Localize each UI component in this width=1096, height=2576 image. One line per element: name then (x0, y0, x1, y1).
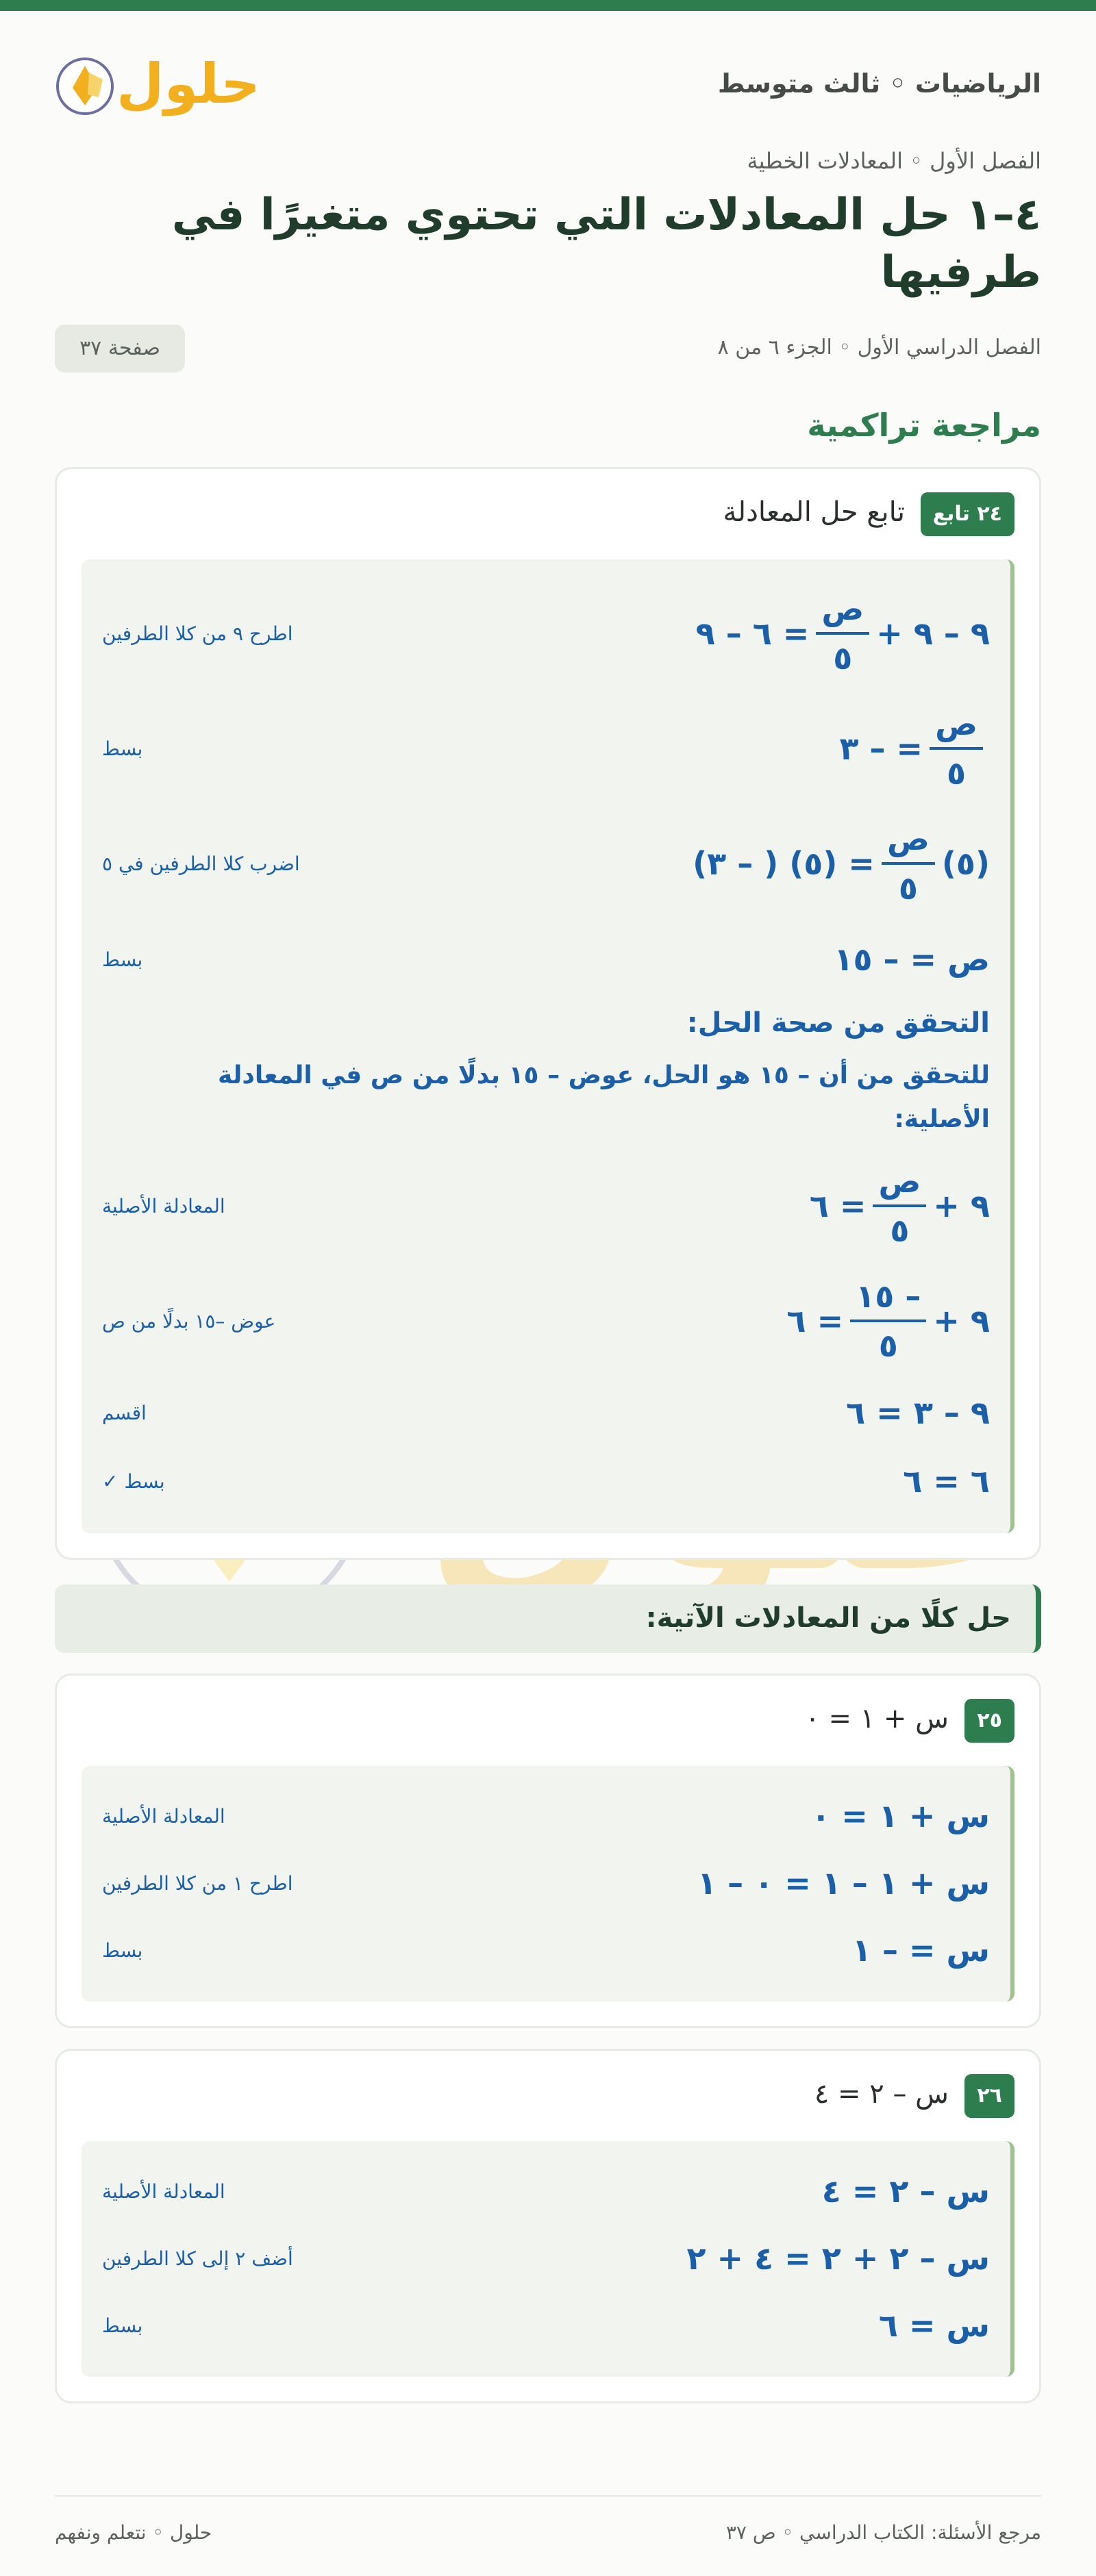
question-head (82, 2051, 1014, 2141)
equation-left: ٩ + (933, 1187, 990, 1224)
top-accent-bar (0, 0, 1096, 11)
question-head (82, 469, 1014, 559)
solution-steps (82, 1766, 1014, 2002)
solution-step (102, 921, 990, 998)
question-text: س + ١ = ٠ (805, 1703, 949, 1734)
equation: س + ١ = ٠ (811, 1797, 990, 1834)
step-note: بسط ✓ (102, 1469, 165, 1493)
check-step (102, 1263, 990, 1378)
equation-right: = ٦ (809, 1187, 867, 1224)
equation: ص = – ١٥ (834, 941, 990, 978)
equation (693, 820, 990, 907)
step-note: المعادلة الأصلية (102, 2180, 225, 2203)
solution-step (102, 806, 990, 921)
equation: ٩ – ٣ = ٦ (846, 1394, 990, 1431)
check-step (102, 1447, 990, 1515)
solution-steps (82, 2141, 1014, 2377)
question-text: تابع حل المعادلة (723, 496, 905, 528)
step-note: بسط (102, 2314, 143, 2337)
question-card-26 (55, 2049, 1041, 2403)
step-note: اضرب كلا الطرفين في ٥ (102, 852, 300, 875)
question-card-24 (55, 467, 1041, 1560)
solution-step (102, 1782, 990, 1849)
fraction (816, 590, 869, 677)
step-note: بسط (102, 948, 143, 971)
question-number-badge: ٢٤ تابع (921, 492, 1014, 536)
equation: س = – ١ (851, 1932, 990, 1969)
page-badge: صفحة ٣٧ (55, 325, 185, 372)
chapter-breadcrumb: الفصل الأول ◦ المعادلات الخطية (747, 148, 1041, 174)
numerator: – ١٥ (850, 1277, 926, 1322)
equation-left: ٩ + (933, 1302, 990, 1339)
equation-left: ٩ – ٩ + (876, 615, 990, 652)
fraction (930, 705, 983, 792)
equation (839, 705, 990, 792)
denominator: ٥ (833, 640, 853, 677)
step-note: اقسم (102, 1401, 147, 1424)
footer-reference: مرجع الأسئلة: الكتاب الدراسي ◦ ص ٣٧ (725, 2521, 1041, 2544)
brand-logo[interactable] (55, 42, 260, 125)
denominator: ٥ (890, 1212, 910, 1249)
solution-step (102, 2292, 990, 2359)
step-note: أضف ٢ إلى كلا الطرفين (102, 2247, 293, 2270)
footer-tagline: حلول ◦ نتعلم ونفهم (55, 2521, 212, 2544)
step-note: المعادلة الأصلية (102, 1194, 225, 1217)
lesson-title: ٤–١ حل المعادلات التي تحتوي متغيرًا في طرفيها (171, 190, 1041, 298)
check-step (102, 1148, 990, 1263)
numerator: ص (873, 1162, 926, 1207)
denominator: ٥ (898, 870, 918, 907)
solution-step (102, 1917, 990, 1984)
solution-step (102, 576, 990, 691)
solution-step (102, 2225, 990, 2292)
instruction-text: حل كلًا من المعادلات الآتية: (645, 1602, 1011, 1634)
solution-step (102, 691, 990, 806)
question-head (82, 1676, 1014, 1766)
equation (810, 1162, 990, 1250)
step-note: بسط (102, 1939, 143, 1962)
denominator: ٥ (947, 755, 967, 792)
equation: ٦ = ٦ (903, 1463, 990, 1500)
solution-step (102, 1849, 990, 1917)
solution-step (102, 2158, 990, 2225)
step-note: عوض –١٥ بدلًا من ص (102, 1309, 276, 1333)
term-label: الفصل الدراسي الأول ◦ الجزء ٦ من ٨ (717, 336, 1041, 359)
equation-right: = ٦ – ٩ (695, 615, 810, 652)
solution-steps (82, 559, 1014, 1533)
step-note: بسط (102, 737, 143, 760)
instruction-banner (55, 1584, 1041, 1653)
equation: س = ٦ (878, 2307, 990, 2344)
equation: س + ١ – ١ = ٠ – ١ (697, 1865, 990, 1902)
equation-right: = ٦ (786, 1302, 844, 1339)
equation-right: = (٥) ( – ٣) (693, 845, 875, 882)
numerator: ص (882, 820, 935, 865)
equation: س – ٢ + ٢ = ٤ + ٢ (686, 2240, 990, 2277)
step-note: اطرح ٩ من كلا الطرفين (102, 622, 293, 645)
meta-row (55, 320, 1041, 375)
question-text: س – ٢ = ٤ (814, 2078, 949, 2110)
equation (696, 590, 990, 677)
fraction (873, 1162, 926, 1250)
fraction (882, 820, 935, 907)
fraction (850, 1277, 926, 1365)
equation-left: (٥) (941, 845, 990, 882)
equation-right: = – ٣ (839, 730, 923, 767)
equation (787, 1277, 990, 1365)
question-card-25 (55, 1674, 1041, 2028)
header (55, 11, 1041, 134)
denominator: ٥ (878, 1327, 898, 1364)
equation: س – ٢ = ٤ (821, 2173, 990, 2210)
check-step (102, 1378, 990, 1447)
question-number-badge: ٢٦ (964, 2074, 1014, 2118)
numerator: ص (816, 590, 869, 635)
section-title: مراجعة تراكمية (807, 407, 1041, 444)
subject-label: الرياضيات ◦ ثالث متوسط (717, 68, 1041, 99)
check-heading: التحقق من صحة الحل: (686, 1007, 990, 1039)
page (55, 11, 1041, 2403)
logo-text: حلول (116, 52, 260, 116)
numerator: ص (930, 705, 983, 750)
question-number-badge: ٢٥ (964, 1699, 1014, 1743)
step-note: المعادلة الأصلية (102, 1804, 225, 1828)
step-note: اطرح ١ من كلا الطرفين (102, 1871, 293, 1895)
check-explanation: للتحقق من أن – ١٥ هو الحل، عوض – ١٥ بدلًا من ص في المعادلة الأصلية: (218, 1061, 990, 1133)
footer-divider (55, 2495, 1041, 2497)
